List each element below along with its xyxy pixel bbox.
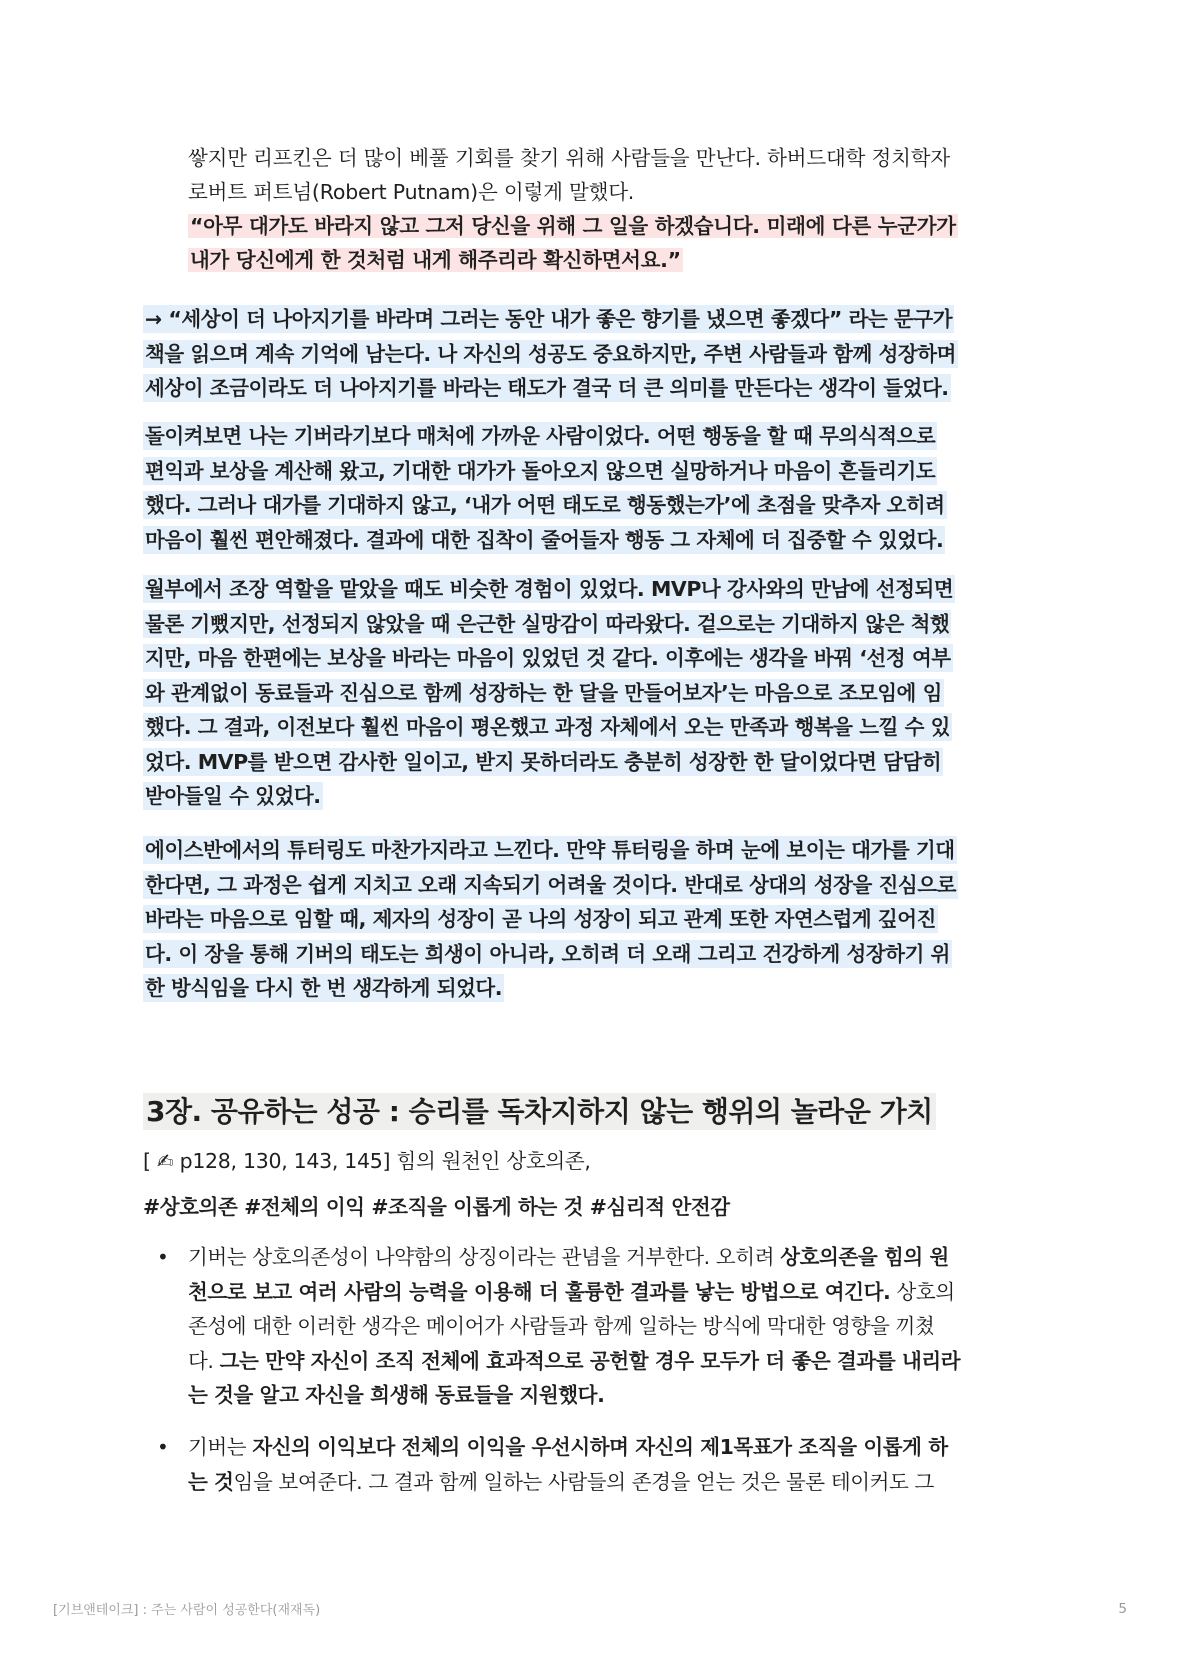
highlighted-line: 한 방식임을 다시 한 번 생각하게 되었다.: [145, 976, 503, 1000]
bold-text-run: 그는 만약 자신이 조직 전체에 효과적으로 공헌할 경우 모두가 더 좋은 결과를 내리라: [219, 1348, 961, 1373]
text-line: 로버트 퍼트넘(Robert Putnam)은 이렇게 말했다.: [188, 180, 635, 204]
highlighted-line: 지만, 마음 한편에는 보상을 바라는 마음이 있었던 것 같다. 이후에는 생각을 바꿔 ‘선정 여부: [145, 646, 951, 670]
bullet-item-2: [188, 1430, 948, 1499]
putnam-quote: [188, 209, 958, 277]
bullet-line: [188, 1344, 960, 1379]
highlighted-line: 받아들일 수 있었다.: [145, 784, 321, 808]
bullet-line: [188, 1378, 960, 1413]
highlighted-quote-line: “아무 대가도 바라지 않고 그저 당신을 위해 그 일을 하겠습니다. 미래에 다른 누군가가: [190, 214, 956, 238]
highlighted-line: 돌이켜보면 나는 기버라기보다 매처에 가까운 사람이었다. 어떤 행동을 할 때 무의식적으로: [145, 424, 936, 448]
highlighted-line: 물론 기뻤지만, 선정되지 않았을 때 은근한 실망감이 따라왔다. 겉으로는 기대하지 않은 척했: [145, 611, 950, 636]
text-run: 상호의: [890, 1279, 955, 1304]
reflection-paragraph-1: [143, 302, 958, 406]
page-reference: [143, 1145, 591, 1177]
page-number: 5: [1118, 1601, 1127, 1617]
bold-text-run: 는 것을 알고 자신을 희생해 동료들을 지원했다.: [188, 1383, 605, 1407]
text-run: 임을 보여준다. 그 결과 함께 일하는 사람들의 존경을 얻는 것은 물론 테이커도 그: [233, 1469, 934, 1494]
bullet-dot-icon: •: [157, 1245, 169, 1269]
page-ref-open-bracket: [: [143, 1149, 151, 1173]
bullet-dot-icon: •: [157, 1435, 169, 1459]
chapter-heading-text: 3장. 공유하는 성공 : 승리를 독차지하지 않는 행위의 놀라운 가치: [143, 1093, 936, 1130]
text-line: 쌓지만 리프킨은 더 많이 베풀 기회를 찾기 위해 사람들을 만난다. 하버드대학 정치학자: [188, 146, 950, 170]
highlighted-line: 마음이 훨씬 편안해졌다. 결과에 대한 집착이 줄어들자 행동 그 자체에 더 집중할 수 있었다.: [145, 527, 944, 552]
highlighted-line: 했다. 그 결과, 이전보다 훨씬 마음이 평온했고 과정 자체에서 오는 만족과 행복을 느낄 수 있: [145, 715, 950, 739]
footer-document-title: [기브앤테이크] : 주는 사람이 성공한다(재재독): [53, 1603, 321, 1618]
highlighted-line: 다. 이 장을 통해 기버의 태도는 희생이 아니라, 오히려 더 오래 그리고 건강하게 성장하기 위: [145, 941, 950, 966]
text-run: 기버는 상호의존성이 나약함의 상징이라는 관념을 거부한다. 오히려: [188, 1245, 781, 1269]
bullet-line: [188, 1430, 948, 1465]
quote-intro-paragraph: [188, 141, 950, 209]
highlighted-line: 월부에서 조장 역할을 맡았을 때도 비슷한 경험이 있었다. MVP나 강사와의 만남에 선정되면: [145, 577, 954, 601]
highlighted-line: 책을 읽으며 계속 기억에 남는다. 나 자신의 성공도 중요하지만, 주변 사람들과 함께 성장하며: [145, 341, 956, 366]
highlighted-line: 세상이 조금이라도 더 나아지기를 바라는 태도가 결국 더 큰 의미를 만든다는 생각이 들었다.: [145, 376, 949, 400]
highlighted-line: 에이스반에서의 튜터링도 마찬가지라고 느낀다. 만약 튜터링을 하며 눈에 보이는 대가를 기대: [145, 838, 955, 862]
writing-hand-icon: ✍: [156, 1149, 174, 1173]
highlighted-line: 와 관계없이 동료들과 진심으로 함께 성장하는 한 달을 만들어보자’는 마음으로 조모임에 임: [145, 680, 942, 705]
bullet-line: [188, 1309, 960, 1344]
bullet-item-1: [188, 1240, 960, 1413]
highlighted-quote-line: 내가 당신에게 한 것처럼 내게 해주리라 확신하면서요.”: [190, 248, 681, 272]
bold-text-run: 상호의존을 힘의 원: [780, 1245, 949, 1269]
text-run: 기버는: [188, 1435, 253, 1459]
bold-text-run: 천으로 보고 여러 사람의 능력을 이용해 더 훌륭한 결과를 낳는 방법으로 여긴다.: [188, 1279, 891, 1304]
bold-text-run: 자신의 이익보다 전체의 이익을 우선시하며 자신의 제1목표가 조직을 이롭게 하: [252, 1435, 948, 1459]
reflection-paragraph-3: [143, 572, 955, 814]
bold-text-run: 는 것: [188, 1469, 234, 1494]
text-run: 다.: [188, 1348, 220, 1373]
highlighted-line: 었다. MVP를 받으면 감사한 일이고, 받지 못하더라도 충분히 성장한 한 달이었다면 담담히: [145, 749, 942, 774]
page-ref-text: p128, 130, 143, 145] 힘의 원천인 상호의존,: [173, 1149, 591, 1173]
chapter-heading: [143, 1092, 936, 1132]
highlighted-line: 했다. 그러나 대가를 기대하지 않고, ‘내가 어떤 태도로 행동했는가’에 초점을 맞추자 오히려: [145, 493, 945, 517]
reflection-paragraph-2: [143, 419, 947, 557]
text-run: 존성에 대한 이러한 생각은 메이어가 사람들과 함께 일하는 방식에 막대한 영향을 끼쳤: [188, 1314, 935, 1338]
highlighted-line: → “세상이 더 나아지기를 바라며 그러는 동안 내가 좋은 향기를 냈으면 좋겠다” 라는 문구가: [145, 307, 953, 331]
bullet-line: [188, 1275, 960, 1310]
highlighted-line: 바라는 마음으로 임할 때, 제자의 성장이 곧 나의 성장이 되고 관계 또한 자연스럽게 깊어진: [145, 907, 936, 931]
bullet-line: [188, 1240, 960, 1275]
highlighted-line: 편익과 보상을 계산해 왔고, 기대한 대가가 돌아오지 않으면 실망하거나 마음이 흔들리기도: [145, 458, 936, 483]
reflection-paragraph-4: [143, 833, 958, 1006]
bullet-line: [188, 1465, 948, 1500]
highlighted-line: 한다면, 그 과정은 쉽게 지치고 오래 지속되기 어려울 것이다. 반대로 상대의 성장을 진심으로: [145, 872, 956, 897]
hashtags: #상호의존 #전체의 이익 #조직을 이롭게 하는 것 #심리적 안전감: [143, 1195, 730, 1219]
